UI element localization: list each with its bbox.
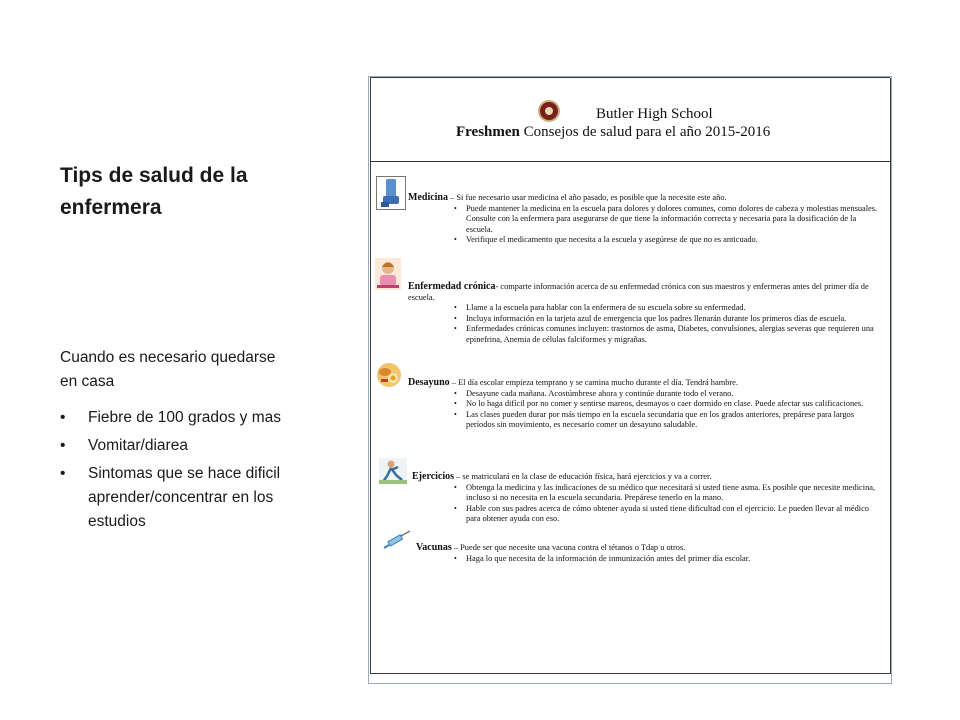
slide-title: Tips de salud de la enfermera: [60, 164, 248, 219]
section-medicina: [408, 193, 878, 246]
syringe-icon: [382, 530, 412, 552]
list-item: • Llame a la escuela para hablar con la enfermera de su escuela sobre su enfermedad.: [448, 303, 878, 314]
section-list: [448, 204, 878, 246]
section-desayuno: [408, 378, 878, 431]
patient-icon: [375, 258, 401, 290]
section-title: Ejercicios: [412, 471, 455, 482]
subtitle-bold: Freshmen: [456, 124, 520, 140]
slide-bullet: • Sintomas que se hace dificil aprender/concentrar en los estudios: [60, 462, 290, 534]
section-intro: – El día escolar empieza temprano y se camina mucho durante el día. Tendrá hambre.: [449, 378, 738, 387]
school-name: Butler High School: [596, 106, 713, 122]
section-intro: – Si fue necesario usar medicina el año pasado, es posible que la necesite este año.: [448, 193, 727, 202]
slide-lead-text: Cuando es necesario quedarse en casa: [60, 349, 276, 390]
list-item: • Puede mantener la medicina en la escuela para dolores y dolores comunes, como dolores de cabeza y molestias mensuales. Consulte con la enfermera para asegurarse de que tiene la información correcta y necesaria para la dosificación de la escuela.: [448, 204, 878, 236]
section-list: [448, 483, 878, 525]
exercise-icon: [379, 458, 407, 484]
list-item: • Hable con sus padres acerca de cómo obtener ayuda si usted tiene dificultad con el ejercicio. Le pueden llevar al médico para obtener ayuda con eso.: [448, 504, 878, 525]
list-item: • Desayune cada mañana. Acostúmbrese ahora y continúe durante todo el verano.: [448, 389, 878, 400]
list-item: • Incluya información en la tarjeta azul de emergencia que los padres llenarán durante los primeros días de escuela.: [448, 314, 878, 325]
list-item: • Haga lo que necesita de la información de inmunización antes del primer día escolar.: [448, 554, 878, 565]
document-subtitle: [456, 124, 770, 141]
list-item: • Verifique el medicamento que necesita a la escuela y asegúrese de que no es anticuado.: [448, 235, 878, 246]
section-list: [448, 554, 878, 565]
document-border: [890, 78, 891, 674]
school-seal-icon: [538, 100, 560, 122]
section-enfermedad-cronica: [408, 282, 878, 346]
list-item: • Obtenga la medicina y las indicaciones de su médico que necesitará si usted tiene asma. Es posible que necesite medicina, incluso si no necesita en la escuela secundaria. Prepárese tenerlo en la mano.: [448, 483, 878, 504]
slide-bullet: • Fiebre de 100 grados y mas: [60, 406, 290, 430]
section-ejercicios: [412, 472, 878, 525]
section-heading: [408, 193, 878, 204]
list-item: • Enfermedades crónicas comunes incluyen: trastornos de asma, Diabetes, convulsiones, alergias severas que requieren una epinefrina, Anemia de células falciformes y migrañas.: [448, 324, 878, 345]
section-intro: – se matriculará en la clase de educación física, hará ejercicios y va a correr.: [454, 472, 712, 481]
slide-body: [60, 346, 290, 538]
section-heading: [416, 543, 878, 554]
slide-bullet-list: [60, 406, 290, 534]
section-vacunas: [416, 543, 878, 564]
section-heading: [412, 472, 878, 483]
breakfast-icon: [376, 362, 402, 388]
section-title: Enfermedad crónica: [408, 281, 496, 292]
section-list: [448, 303, 878, 345]
section-list: [448, 389, 878, 431]
list-item: • Las clases pueden durar por más tiempo en la escuela secundaria que en los grados anteriores, prepárese para largos períodos sin movimiento, es necesario comer un desayuno saludable.: [448, 410, 878, 431]
slide-bullet: • Vomitar/diarea: [60, 434, 290, 458]
document-header: [370, 78, 890, 162]
subtitle-text: Consejos de salud para el año 2015-2016: [519, 124, 771, 140]
section-title: Vacunas: [416, 542, 452, 553]
section-intro: - comparte información acerca de su enfermedad crónica con sus maestros y enfermeras antes del primer día de escuela.: [408, 282, 869, 302]
document-border: [370, 78, 371, 674]
section-title: Medicina: [408, 192, 448, 203]
section-intro: – Puede ser que necesite una vacuna contra el tétanos o Tdap u otros.: [451, 543, 686, 552]
section-heading: [408, 282, 878, 303]
document-border: [370, 673, 890, 674]
section-heading: [408, 378, 878, 389]
list-item: • No lo haga difícil por no comer y sentirse mareos, desmayos o caer dormido en clase. Puede afectar sus calificaciones.: [448, 399, 878, 410]
section-title: Desayuno: [408, 377, 450, 388]
inhaler-icon: [376, 176, 406, 210]
